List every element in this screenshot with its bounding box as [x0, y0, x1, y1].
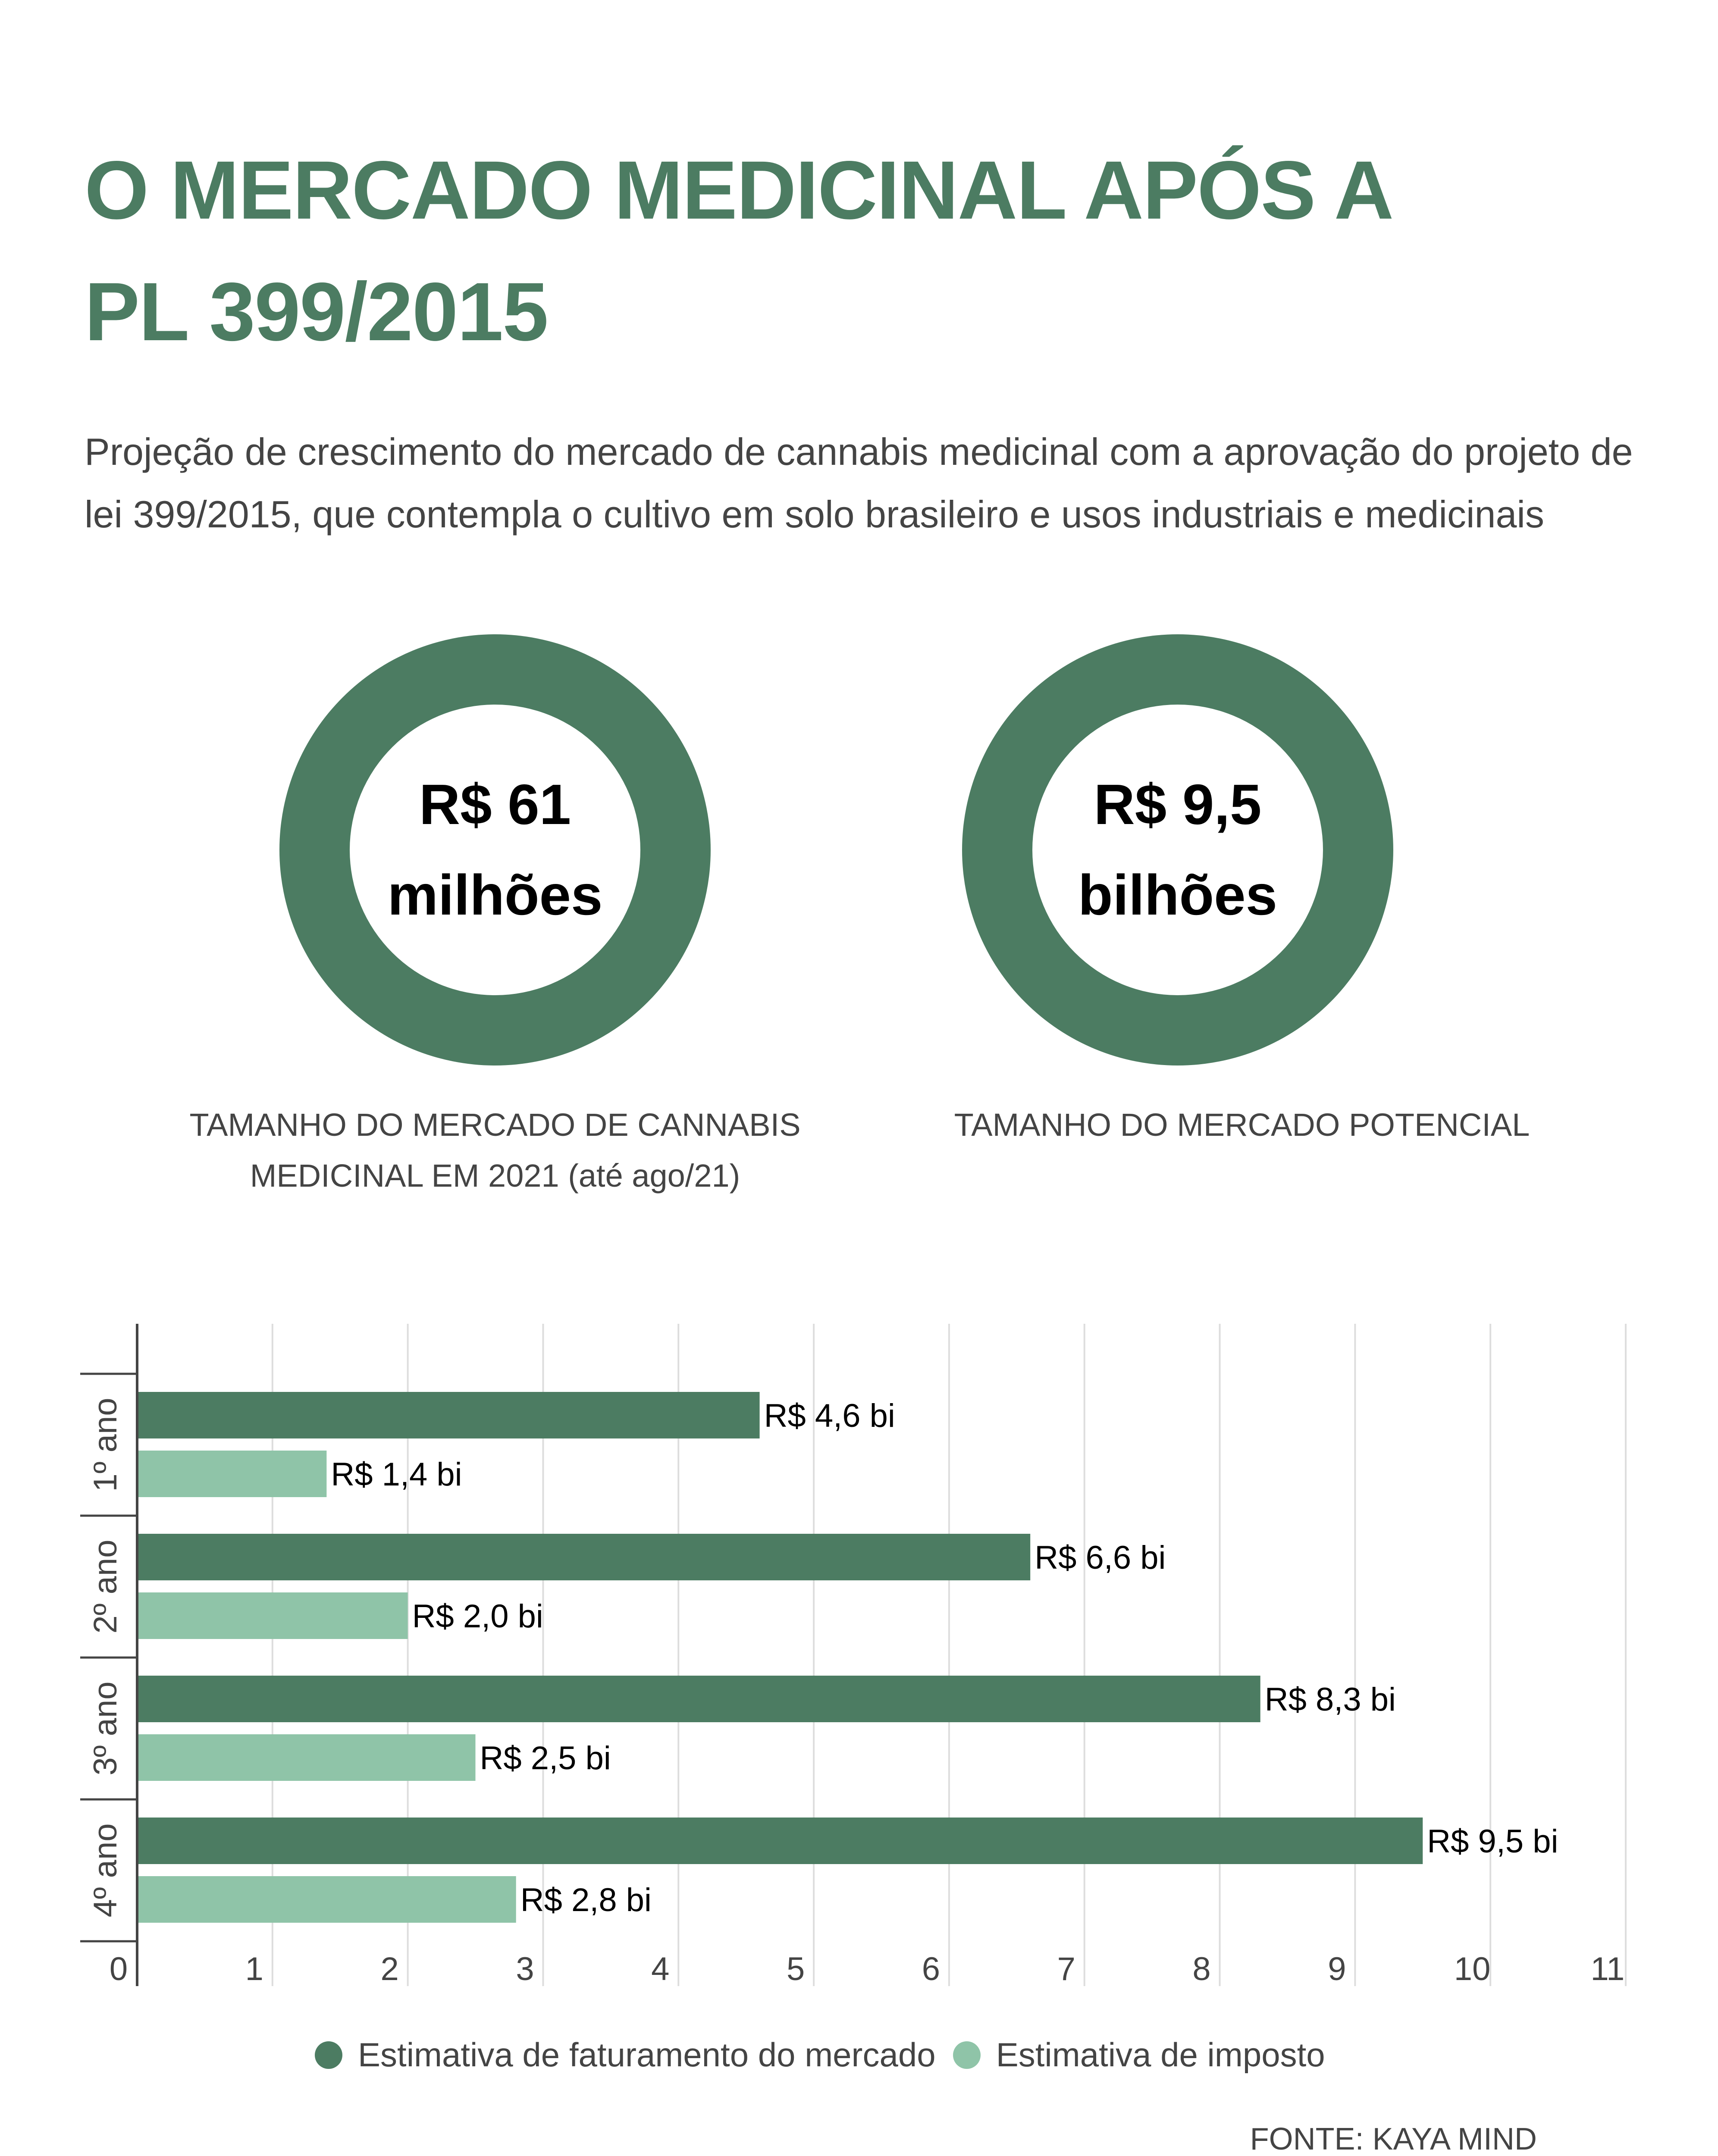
chart-legend: [315, 2035, 1342, 2075]
x-tick-label: 5: [786, 1951, 805, 1987]
title-line-2: PL 399/2015: [85, 265, 548, 358]
bar-tax: [137, 1734, 476, 1781]
data-label: R$ 8,3 bi: [1264, 1681, 1396, 1718]
data-label: R$ 6,6 bi: [1035, 1539, 1166, 1576]
title-line-1: O MERCADO MEDICINAL APÓS A: [85, 144, 1393, 236]
category-label: 1º ano: [87, 1398, 124, 1492]
data-label: R$ 4,6 bi: [764, 1398, 895, 1434]
x-tick-label: 7: [1057, 1951, 1075, 1987]
donut-current-market: [279, 634, 711, 1065]
legend-swatch-revenue: [315, 2041, 342, 2069]
legend-swatch-tax: [953, 2041, 981, 2069]
donut-potential-market: [962, 634, 1393, 1065]
x-tick-label: 2: [380, 1951, 399, 1987]
bar-revenue: [137, 1676, 1260, 1722]
x-tick-label: 4: [651, 1951, 670, 1987]
data-label: R$ 2,0 bi: [412, 1598, 543, 1635]
x-tick-label: 9: [1328, 1951, 1346, 1987]
x-tick-label: 6: [922, 1951, 941, 1987]
x-tick-label: 8: [1192, 1951, 1211, 1987]
category-label: 4º ano: [87, 1823, 124, 1918]
bar-tax: [137, 1592, 408, 1639]
bar-revenue: [137, 1392, 760, 1438]
legend-label-tax: Estimativa de imposto: [996, 2036, 1325, 2074]
stat-label-line2: MEDICINAL EM 2021 (até ago/21): [250, 1158, 740, 1194]
legend-item-revenue: [315, 2035, 936, 2075]
data-label: R$ 2,5 bi: [480, 1740, 611, 1777]
category-label: 3º ano: [87, 1681, 124, 1776]
x-tick-label: 0: [109, 1951, 128, 1987]
bar-tax: [137, 1451, 326, 1497]
source-credit: FONTE: KAYA MIND: [1250, 2122, 1537, 2156]
stat-value-line2: bilhões: [1078, 863, 1278, 927]
x-tick-label: 10: [1454, 1951, 1491, 1987]
x-tick-label: 1: [245, 1951, 263, 1987]
stat-value-line2: milhões: [387, 863, 603, 927]
stat-label-line1: TAMANHO DO MERCADO DE CANNABIS: [189, 1107, 801, 1143]
stat-label-potential: [897, 1100, 1587, 1150]
stat-label-current: [150, 1100, 840, 1201]
donut-center: [350, 705, 640, 995]
bar-revenue: [137, 1534, 1030, 1580]
data-label: R$ 9,5 bi: [1427, 1823, 1558, 1860]
x-tick-label: 3: [516, 1951, 534, 1987]
stat-value-line1: R$ 9,5: [1094, 773, 1262, 836]
data-label: R$ 1,4 bi: [331, 1456, 462, 1493]
bar-tax: [137, 1876, 516, 1923]
subtitle: Projeção de crescimento do mercado de cannabis medicinal com a aprovação do projeto de lei 399/2015, que contempla o cultivo em solo brasileiro e usos industriais e medicinais: [85, 430, 1633, 536]
stat-label-line1: TAMANHO DO MERCADO POTENCIAL: [954, 1107, 1530, 1143]
page-title: [85, 129, 1393, 373]
stat-value-line1: R$ 61: [419, 773, 571, 836]
x-tick-label: 11: [1590, 1951, 1625, 1987]
legend-label-revenue: Estimativa de faturamento do mercado: [358, 2036, 936, 2074]
bar-chart: [0, 1294, 1718, 2009]
bar-revenue: [137, 1818, 1423, 1864]
donut-center: [1032, 705, 1323, 995]
data-label: R$ 2,8 bi: [520, 1882, 652, 1918]
legend-item-tax: [953, 2035, 1325, 2075]
category-label: 2º ano: [87, 1539, 124, 1634]
